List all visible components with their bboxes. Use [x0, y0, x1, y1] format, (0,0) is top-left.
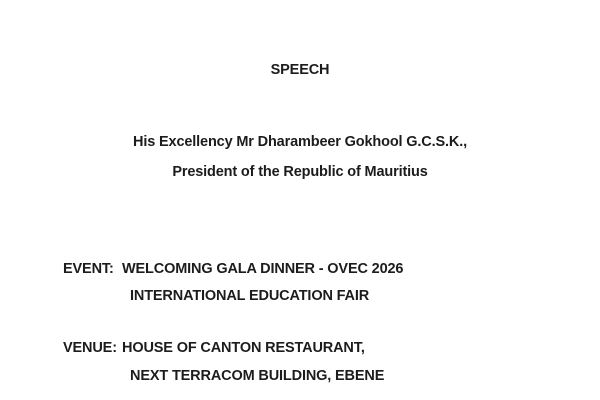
document-title: SPEECH: [270, 62, 330, 78]
dignitary-name-line: His Excellency Mr Dharambeer Gokhool G.C.S.K.,: [133, 134, 467, 150]
venue-detail-line-1: HOUSE OF CANTON RESTAURANT,: [122, 340, 365, 356]
dignitary-title-line: President of the Republic of Mauritius: [172, 164, 428, 180]
venue-label: VENUE:: [63, 340, 117, 356]
event-detail-line-2: INTERNATIONAL EDUCATION FAIR: [130, 288, 370, 304]
venue-detail-line-2: NEXT TERRACOM BUILDING, EBENE: [130, 368, 385, 384]
event-label: EVENT:: [63, 261, 114, 277]
event-detail-line-1: WELCOMING GALA DINNER - OVEC 2026: [122, 261, 404, 277]
